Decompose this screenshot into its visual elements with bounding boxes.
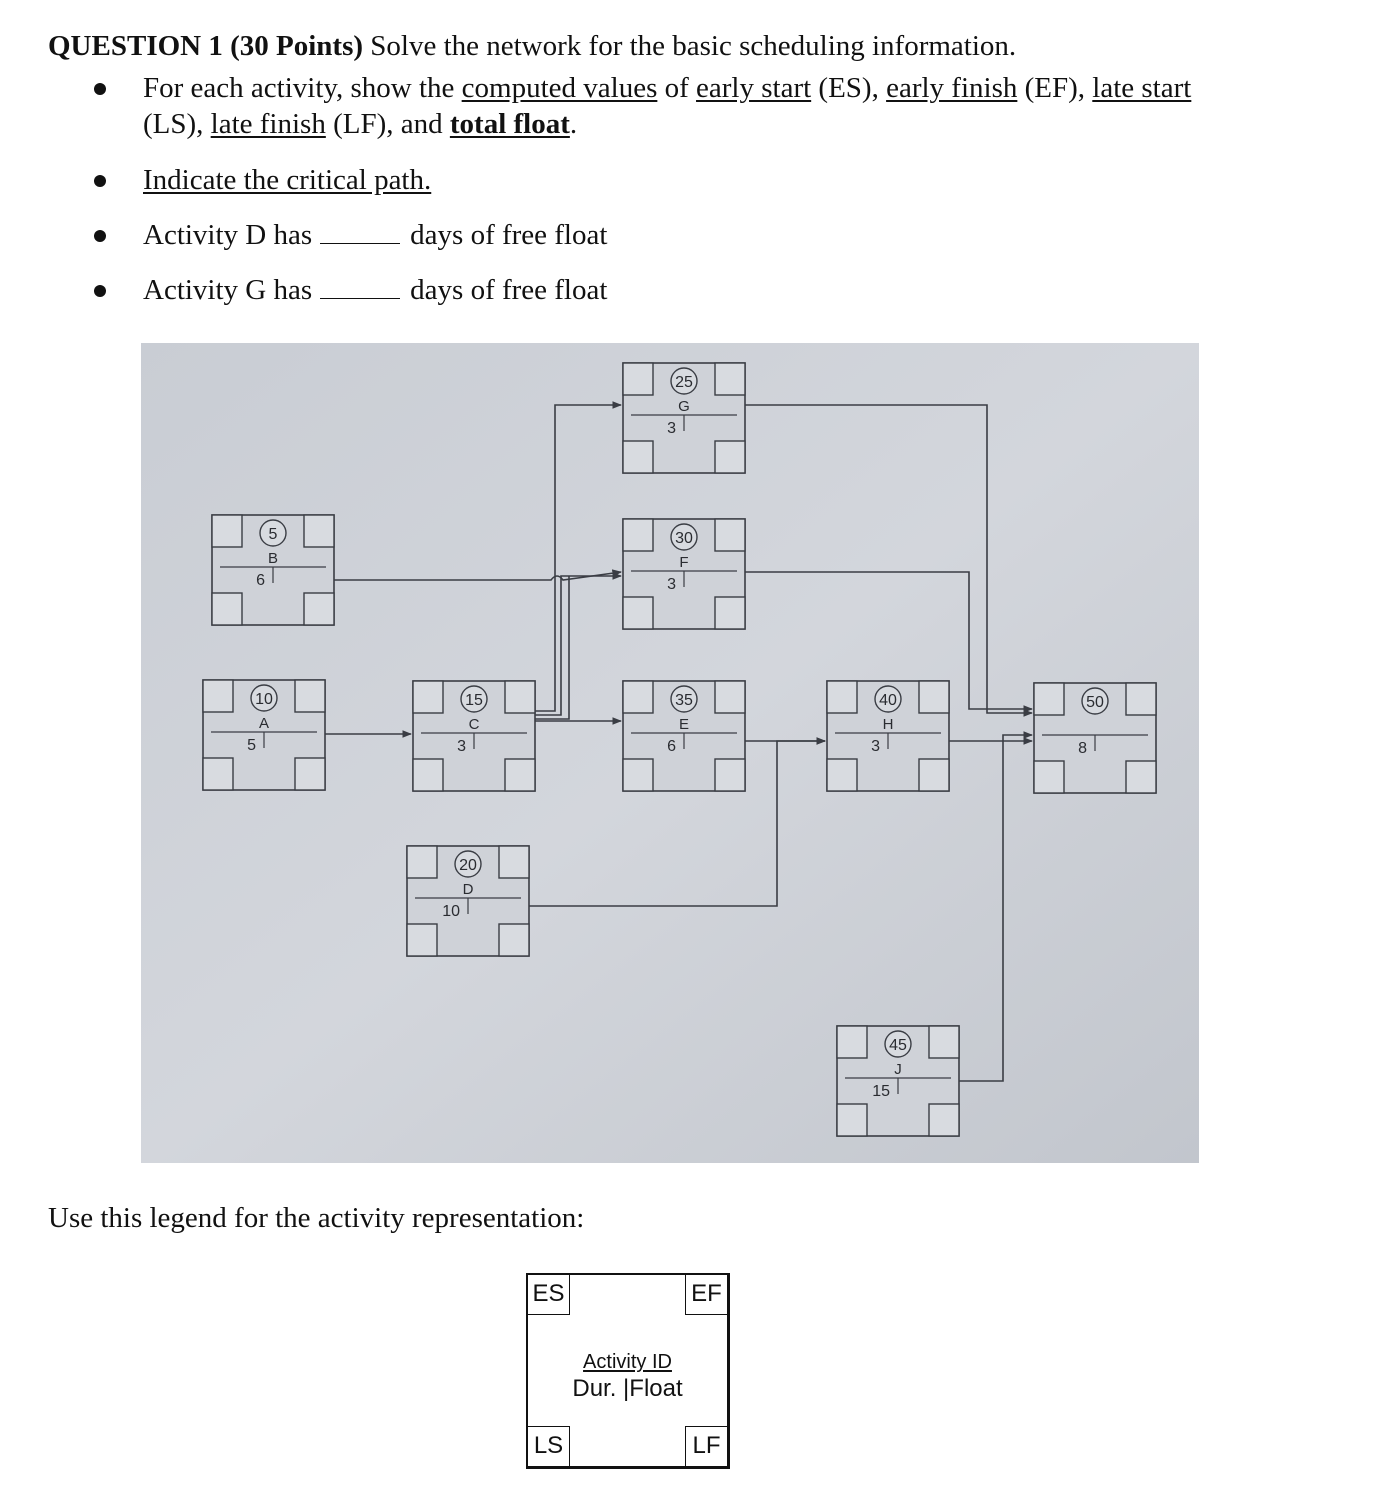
activity-id: B [267,550,279,567]
activity-duration: 8 [1078,740,1087,757]
activity-corner-cell [715,441,745,473]
node-number: 15 [465,692,483,709]
activity-node-finish [1034,683,1156,793]
activity-corner-cell [919,681,949,713]
activity-corner-cell [715,759,745,791]
activity-corner-cell [1126,761,1156,793]
activity-corner-cell [623,759,653,791]
instruction-list [0,70,1380,308]
node-number: 30 [675,530,693,547]
activity-corner-cell [929,1026,959,1058]
activity-corner-cell [715,681,745,713]
activity-corner-cell [407,846,437,878]
activity-corner-cell [837,1026,867,1058]
activity-corner-cell [715,597,745,629]
activity-corner-cell [623,363,653,395]
node-number: 45 [889,1037,907,1054]
activity-corner-cell [623,597,653,629]
activity-legend [526,1273,730,1469]
activity-id: E [678,716,690,733]
activity-node-d [407,846,529,956]
activity-id: J [894,1061,902,1078]
activity-duration: 3 [667,576,676,593]
legend-activity-id: Activity ID [583,1351,672,1373]
activity-node-a [203,680,325,790]
activity-corner-cell [203,758,233,790]
activity-corner-cell [304,515,334,547]
bullet-dot [94,230,106,242]
activity-duration: 6 [256,572,265,589]
activity-corner-cell [505,681,535,713]
legend-duration-float: Dur. |Float [572,1375,683,1402]
activity-id: A [258,715,270,732]
activity-corner-cell [919,759,949,791]
activity-corner-cell [295,680,325,712]
activity-corner-cell [499,924,529,956]
activity-corner-cell [827,681,857,713]
bullet-activity-g-free-float: Activity G has days of free float [0,272,1380,308]
activity-id: D [462,881,474,898]
activity-corner-cell [715,519,745,551]
activity-duration: 3 [457,738,466,755]
node-number: 20 [459,857,477,874]
activity-id: H [882,716,894,733]
activity-node-e [623,681,745,791]
activity-corner-cell [1034,683,1064,715]
activity-corner-cell [505,759,535,791]
bullet-compute-values: For each activity, show the computed values of early start (ES), early finish (EF), late start (LS), late finish (LF), and total float. [0,70,1380,142]
question-instruction: Solve the network for the basic scheduling information. [363,30,1017,62]
activity-node-j [837,1026,959,1136]
question-title [48,30,1016,63]
network-diagram [141,343,1199,1163]
activity-corner-cell [623,519,653,551]
activity-node-h [827,681,949,791]
question-number: QUESTION 1 (30 Points) [48,30,364,62]
activity-corner-cell [212,593,242,625]
activity-corner-cell [203,680,233,712]
bullet-dot [94,285,106,297]
activity-duration: 3 [667,420,676,437]
activity-id: G [678,398,690,415]
answer-blank-g[interactable] [320,274,400,299]
activity-corner-cell [1034,761,1064,793]
activity-duration: 3 [871,738,880,755]
activity-corner-cell [413,759,443,791]
bullet-dot [94,83,106,95]
bullet-activity-d-free-float: Activity D has days of free float [0,217,1380,253]
activity-corner-cell [413,681,443,713]
bullet-critical-path: Indicate the critical path. [0,162,1380,198]
activity-corner-cell [837,1104,867,1136]
activity-corner-cell [623,681,653,713]
activity-id: C [468,716,480,733]
activity-corner-cell [295,758,325,790]
activity-duration: 5 [247,737,256,754]
activity-corner-cell [827,759,857,791]
node-number: 25 [675,374,693,391]
legend-ef-cell: EF [685,1275,727,1315]
answer-blank-d[interactable] [320,219,400,244]
activity-corner-cell [304,593,334,625]
activity-node-g [623,363,745,473]
activity-corner-cell [212,515,242,547]
legend-es-cell: ES [528,1275,570,1315]
activity-corner-cell [929,1104,959,1136]
activity-duration: 6 [667,738,676,755]
legend-ls-cell: LS [528,1426,570,1466]
node-number: 50 [1086,694,1104,711]
node-number: 35 [675,692,693,709]
bullet-dot [94,175,106,187]
legend-caption: Use this legend for the activity representation: [48,1202,585,1234]
activity-corner-cell [715,363,745,395]
node-number: 40 [879,692,897,709]
activity-node-f [623,519,745,629]
activity-duration: 15 [872,1083,890,1100]
activity-duration: 10 [442,903,460,920]
node-number: 5 [268,526,278,543]
activity-corner-cell [407,924,437,956]
activity-node-b [212,515,334,625]
activity-corner-cell [1126,683,1156,715]
activity-node-c [413,681,535,791]
legend-lf-cell: LF [685,1426,727,1466]
activity-id: F [679,554,689,571]
activity-corner-cell [623,441,653,473]
activity-corner-cell [499,846,529,878]
node-number: 10 [255,691,273,708]
